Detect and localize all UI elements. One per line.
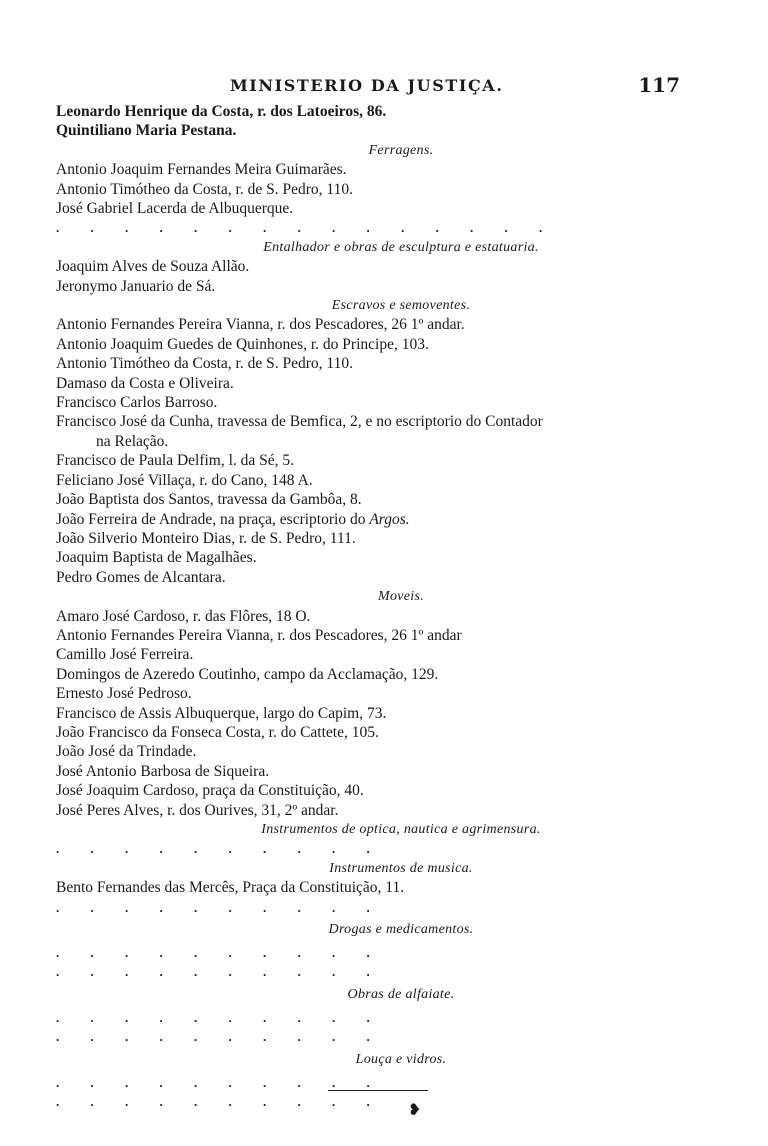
- list-item: Bento Fernandes das Mercês, Praça da Constituição, 11.: [56, 879, 405, 897]
- list-item: Domingos de Azeredo Coutinho, campo da Acclamação, 129.: [56, 665, 439, 683]
- list-item: Damaso da Costa e Oliveira.: [56, 374, 234, 392]
- list-item: Antonio Joaquim Fernandes Meira Guimarães.: [56, 161, 347, 179]
- section-title-louca: Louça e vidros.: [355, 1051, 447, 1067]
- list-item: José Joaquim Cardoso, praça da Constituição, 40.: [56, 782, 364, 800]
- leader-dots: . . . . . . . . . .: [56, 841, 384, 857]
- page-header: [200, 73, 680, 100]
- list-item: João Baptista dos Santos, travessa da Gambôa, 8.: [56, 491, 362, 509]
- list-item: Feliciano José Villaça, r. do Cano, 148 A.: [56, 471, 313, 489]
- list-item: Leonardo Henrique da Costa, r. dos Latoeiros, 86.: [56, 103, 387, 120]
- list-item: Antonio Timótheo da Costa, r. de S. Pedro, 110.: [56, 355, 353, 373]
- list-item-text: João Ferreira de Andrade, na praça, escriptorio do: [56, 510, 366, 528]
- leader-dots: . . . . . . . . . .: [56, 1029, 384, 1045]
- section-title-alfaiate: Obras de alfaiate.: [347, 986, 455, 1002]
- list-item: José Peres Alves, r. dos Ourives, 31, 2º andar.: [56, 801, 339, 819]
- list-item-continuation: na Relação.: [96, 432, 169, 450]
- list-item: Francisco Carlos Barroso.: [56, 394, 218, 412]
- list-item: Francisco de Assis Albuquerque, largo do Capim, 73.: [56, 704, 387, 722]
- page-number: 117: [638, 73, 680, 97]
- list-item: Antonio Fernandes Pereira Vianna, r. dos Pescadores, 26 1º andar.: [56, 316, 465, 334]
- leader-dots: . . . . . . . . . .: [56, 1009, 384, 1025]
- closing-rule: [328, 1090, 428, 1091]
- list-item: João José da Trindade.: [56, 743, 197, 761]
- section-title-ferragens: Ferragens.: [368, 142, 434, 158]
- list-item: Amaro José Cardoso, r. das Flôres, 18 O.: [56, 607, 311, 625]
- list-item: Joaquim Baptista de Magalhães.: [56, 549, 257, 567]
- ornament-icon: ❥: [408, 1100, 422, 1119]
- section-title-entalhador: Entalhador e obras de esculptura e estatuaria.: [263, 239, 539, 255]
- list-item: José Antonio Barbosa de Siqueira.: [56, 762, 270, 780]
- section-title-drogas: Drogas e medicamentos.: [328, 922, 474, 938]
- list-item: Antonio Fernandes Pereira Vianna, r. dos Pescadores, 26 1º andar: [56, 626, 462, 644]
- leader-dots: . . . . . . . . . .: [56, 1074, 384, 1090]
- leader-dots: . . . . . . . . . . . . . . .: [56, 220, 557, 236]
- list-item: Quintiliano Maria Pestana.: [56, 122, 237, 140]
- section-title-moveis: Moveis.: [377, 589, 425, 605]
- list-item: Joaquim Alves de Souza Allão.: [56, 258, 250, 276]
- list-item: Antonio Timótheo da Costa, r. de S. Pedro, 110.: [56, 180, 353, 198]
- list-item: [56, 510, 746, 529]
- leader-dots: . . . . . . . . . .: [56, 899, 384, 915]
- section-title-instrumentos-optica: Instrumentos de optica, nautica e agrimensura.: [261, 822, 541, 838]
- list-item: José Gabriel Lacerda de Albuquerque.: [56, 200, 294, 218]
- section-title-instrumentos-musica: Instrumentos de musica.: [329, 860, 473, 876]
- list-item: Pedro Gomes de Alcantara.: [56, 568, 226, 586]
- list-item: Camillo José Ferreira.: [56, 646, 194, 664]
- newspaper-name: Argos.: [369, 510, 410, 528]
- list-item: Antonio Joaquim Guedes de Quinhones, r. do Principe, 103.: [56, 335, 429, 353]
- list-item: Francisco de Paula Delfim, l. da Sé, 5.: [56, 452, 295, 470]
- page-title: MINISTERIO DA JUSTIÇA.: [230, 76, 504, 95]
- list-item: João Silverio Monteiro Dias, r. de S. Pedro, 111.: [56, 529, 356, 547]
- list-item: João Francisco da Fonseca Costa, r. do Cattete, 105.: [56, 723, 379, 741]
- section-title-escravos: Escravos e semoventes.: [331, 298, 471, 314]
- page-body: [56, 102, 746, 1111]
- leader-dots: . . . . . . . . . .: [56, 1093, 384, 1109]
- leader-dots: . . . . . . . . . .: [56, 945, 384, 961]
- leader-dots: . . . . . . . . . .: [56, 964, 384, 980]
- list-item: Ernesto José Pedroso.: [56, 685, 192, 703]
- list-item: Jeronymo Januario de Sá.: [56, 277, 216, 295]
- list-item: Francisco José da Cunha, travessa de Bemfica, 2, e no escriptorio do Contador: [56, 413, 543, 431]
